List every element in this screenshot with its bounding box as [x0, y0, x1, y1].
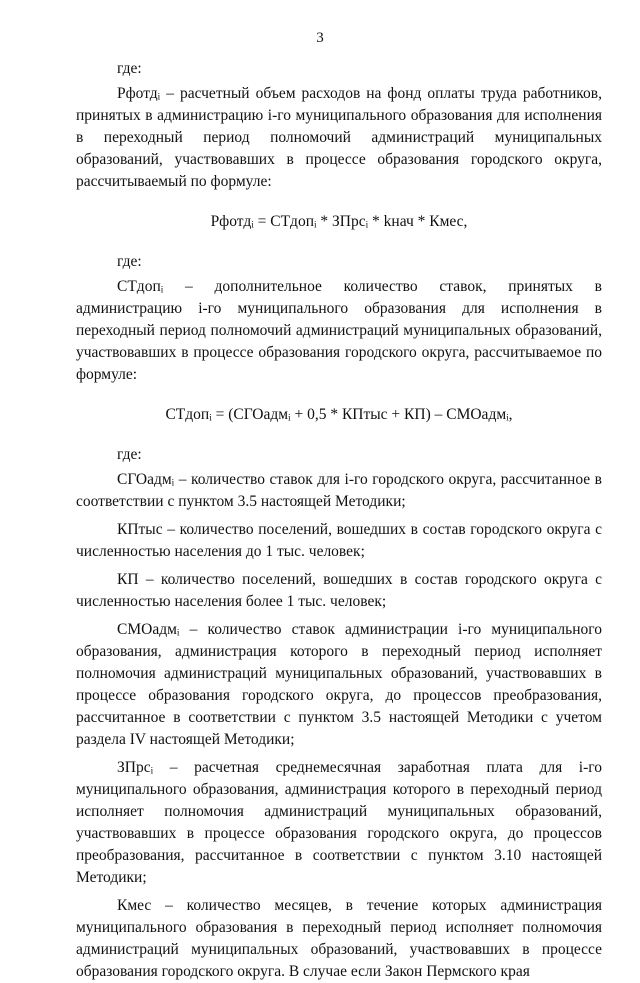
document-body [76, 58, 602, 983]
paragraph: СГОадмᵢ – количество ставок для i-го городского округа, рассчитанное в соответствии с пунктом 3.5 настоящей Методики; [76, 471, 602, 510]
paragraph: Рфотдᵢ – расчетный объем расходов на фонд оплаты труда работников, принятых в администрацию i-го муниципального образования для исполнения в переходный период полномочий администраций муниципальных образований, участвовавших в процессе образования городского округа, рассчитываемый по формуле: [76, 85, 602, 190]
page-number: 3 [316, 30, 324, 46]
paragraph: ЗПрсᵢ – расчетная среднемесячная заработная плата для i-го муниципального образования, администрация которого в переходный период исполняет полномочия администраций муниципальных образований, участвовавших в процессе образования городского округа, до процессов преобразования, рассчитанное в соответствии с пунктом 3.10 настоящей Методики; [76, 759, 602, 886]
paragraph: Кмес – количество месяцев, в течение которых администрация муниципального образования в переходный период исполняет полномочия администраций муниципальных образований, участвовавших в процессе образования городского округа. В случае если Закон Пермского края [76, 897, 602, 980]
paragraph: КП – количество поселений, вошедших в состав городского округа с численностью населения более 1 тыс. человек; [76, 571, 602, 610]
paragraph: СМОадмᵢ – количество ставок администрации i-го муниципального образования, администрация которого в переходный период исполняет полномочия администраций муниципальных образований, участвовавших в процессе образования городского округа, до процессов преобразования, рассчитанное в соответствии с пунктом 3.5 настоящей Методики с учетом раздела IV настоящей Методики; [76, 621, 602, 748]
formula: СТдопᵢ = (СГОадмᵢ + 0,5 * КПтыс + КП) – СМОадмᵢ, [165, 406, 513, 423]
paragraph: где: [117, 60, 142, 77]
paragraph: где: [117, 446, 142, 463]
paragraph: СТдопᵢ – дополнительное количество ставок, принятых в администрацию i-го муниципального образования для исполнения в переходный период полномочий администраций муниципальных образований, участвовавших в процессе образования городского округа, рассчитываемое по формуле: [76, 278, 602, 383]
paragraph: где: [117, 253, 142, 270]
formula: Рфотдᵢ = СТдопᵢ * ЗПрсᵢ * kнач * Кмес, [210, 213, 468, 230]
paragraph: КПтыс – количество поселений, вошедших в состав городского округа с численностью населения до 1 тыс. человек; [76, 521, 602, 560]
